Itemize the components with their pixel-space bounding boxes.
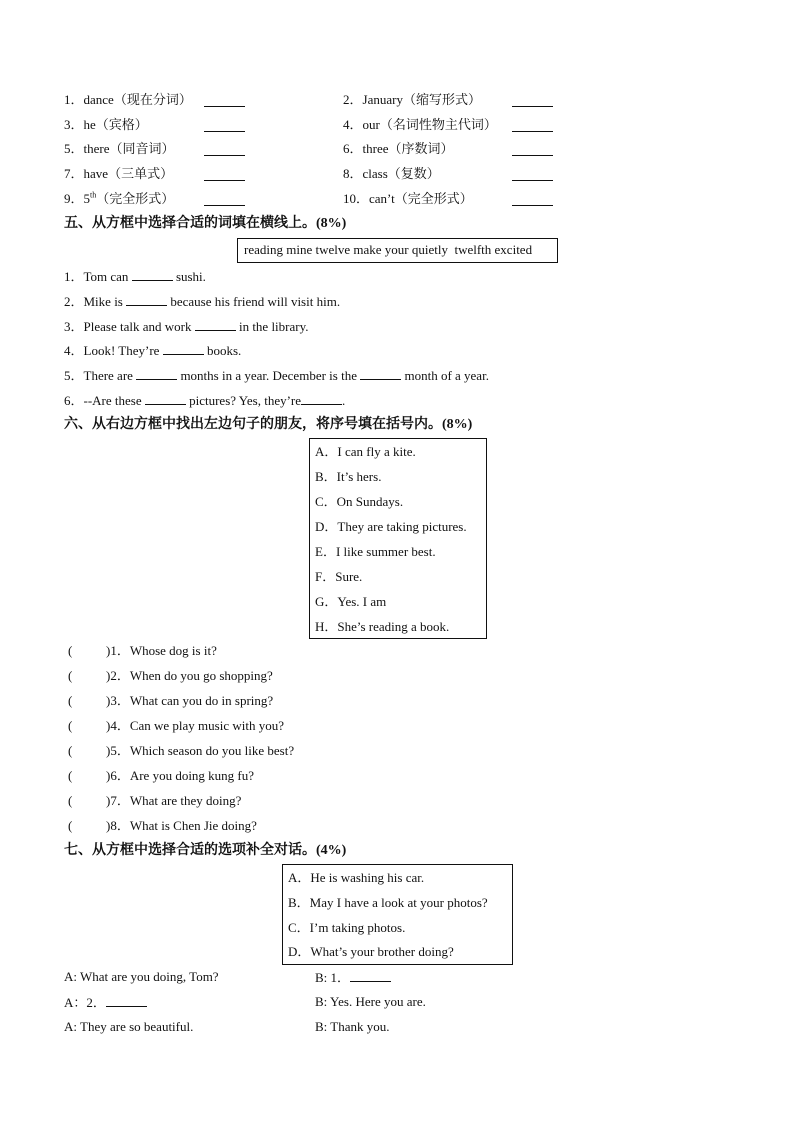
answer-blank-5[interactable] — [204, 142, 245, 156]
paren-open: ( — [68, 743, 73, 758]
paren-open: ( — [68, 768, 73, 783]
section7-title: 七、从方框中选择合适的选项补全对话。(4%) — [64, 843, 347, 858]
option-g: G．Yes. I am — [315, 594, 387, 609]
fill-blank[interactable] — [136, 366, 177, 380]
answer-blank-4[interactable] — [512, 118, 553, 132]
answer-blank-3[interactable] — [204, 118, 245, 132]
fill-blank[interactable] — [301, 391, 342, 405]
section5-title: 五、从方框中选择合适的词填在横线上。(8%) — [64, 216, 347, 231]
fill-blank[interactable] — [126, 292, 167, 306]
fill-question-4: 4．Look! They’re books. — [64, 343, 242, 358]
match-question-8: )8．What is Chen Jie doing? — [106, 818, 257, 833]
section6-title: 六、从右边方框中找出左边句子的朋友，将序号填在括号内。(8%) — [64, 417, 473, 432]
answer-blank-1[interactable] — [204, 93, 245, 107]
option-f: F．Sure. — [315, 569, 363, 584]
dialog-line-a2: A：2． — [64, 993, 147, 1012]
dialog-line-b1: B: 1． — [315, 968, 391, 987]
fill-blank[interactable] — [145, 391, 186, 405]
paren-open: ( — [68, 668, 73, 683]
paren-open: ( — [68, 718, 73, 733]
option-h: H．She’s reading a book. — [315, 619, 450, 634]
word-item-10: 10．can’t（完全形式） — [343, 191, 473, 206]
paren-open: ( — [68, 643, 73, 658]
option-c: C．On Sundays. — [315, 494, 404, 509]
answer-options-box — [309, 438, 487, 639]
word-item-2: 2．January（缩写形式） — [343, 92, 481, 107]
word-item-3: 3．he（宾格） — [64, 117, 148, 132]
word-item-4: 4．our（名词性物主代词） — [343, 117, 497, 132]
word-item-9: 9．5th（完全形式） — [64, 190, 175, 206]
match-question-2: )2．When do you go shopping? — [106, 668, 273, 683]
answer-blank-7[interactable] — [204, 167, 245, 181]
dialog-option-a: A．He is washing his car. — [288, 870, 425, 885]
answer-blank-6[interactable] — [512, 142, 553, 156]
answer-blank-10[interactable] — [512, 192, 553, 206]
dialog-line-a1: A: What are you doing, Tom? — [64, 969, 219, 984]
dialog-option-b: B．May I have a look at your photos? — [288, 895, 488, 910]
match-question-1: )1．Whose dog is it? — [106, 643, 217, 658]
fill-question-2: 2．Mike is because his friend will visit him. — [64, 294, 341, 309]
match-question-3: )3．What can you do in spring? — [106, 693, 274, 708]
dialog-options-box — [282, 864, 513, 965]
word-item-1: 1．dance（现在分词） — [64, 92, 192, 107]
option-e: E．I like summer best. — [315, 544, 436, 559]
option-a: A．I can fly a kite. — [315, 444, 416, 459]
paren-open: ( — [68, 693, 73, 708]
dialog-blank-1[interactable] — [350, 968, 391, 982]
dialog-option-d: D．What’s your brother doing? — [288, 944, 454, 959]
paren-open: ( — [68, 818, 73, 833]
dialog-line-a3: A: They are so beautiful. — [64, 1019, 194, 1034]
answer-blank-9[interactable] — [204, 192, 245, 206]
dialog-option-c: C．I’m taking photos. — [288, 920, 406, 935]
option-d: D．They are taking pictures. — [315, 519, 467, 534]
word-item-6: 6．three（序数词） — [343, 141, 454, 156]
word-bank-box — [237, 238, 558, 263]
fill-blank[interactable] — [132, 267, 173, 281]
fill-question-5: 5．There are months in a year. December is the month of a year. — [64, 368, 489, 383]
fill-question-6: 6．--Are these pictures? Yes, they’re . — [64, 393, 346, 408]
match-question-6: )6．Are you doing kung fu? — [106, 768, 255, 783]
match-question-5: )5．Which season do you like best? — [106, 743, 295, 758]
fill-blank[interactable] — [360, 366, 401, 380]
fill-question-1: 1．Tom can sushi. — [64, 269, 206, 284]
word-item-7: 7．have（三单式） — [64, 166, 174, 181]
match-question-4: )4．Can we play music with you? — [106, 718, 284, 733]
dialog-line-b2: B: Yes. Here you are. — [315, 994, 426, 1009]
option-b: B．It’s hers. — [315, 469, 382, 484]
match-question-7: )7．What are they doing? — [106, 793, 242, 808]
fill-question-3: 3．Please talk and work in the library. — [64, 319, 309, 334]
word-item-5: 5．there（同音词） — [64, 141, 175, 156]
fill-blank[interactable] — [163, 341, 204, 355]
word-bank-text: reading mine twelve make your quietly twelfth excited — [244, 242, 533, 257]
fill-blank[interactable] — [195, 317, 236, 331]
dialog-line-b3: B: Thank you. — [315, 1019, 390, 1034]
answer-blank-2[interactable] — [512, 93, 553, 107]
answer-blank-8[interactable] — [512, 167, 553, 181]
paren-open: ( — [68, 793, 73, 808]
dialog-blank-2[interactable] — [106, 993, 147, 1007]
word-item-8: 8．class（复数） — [343, 166, 440, 181]
